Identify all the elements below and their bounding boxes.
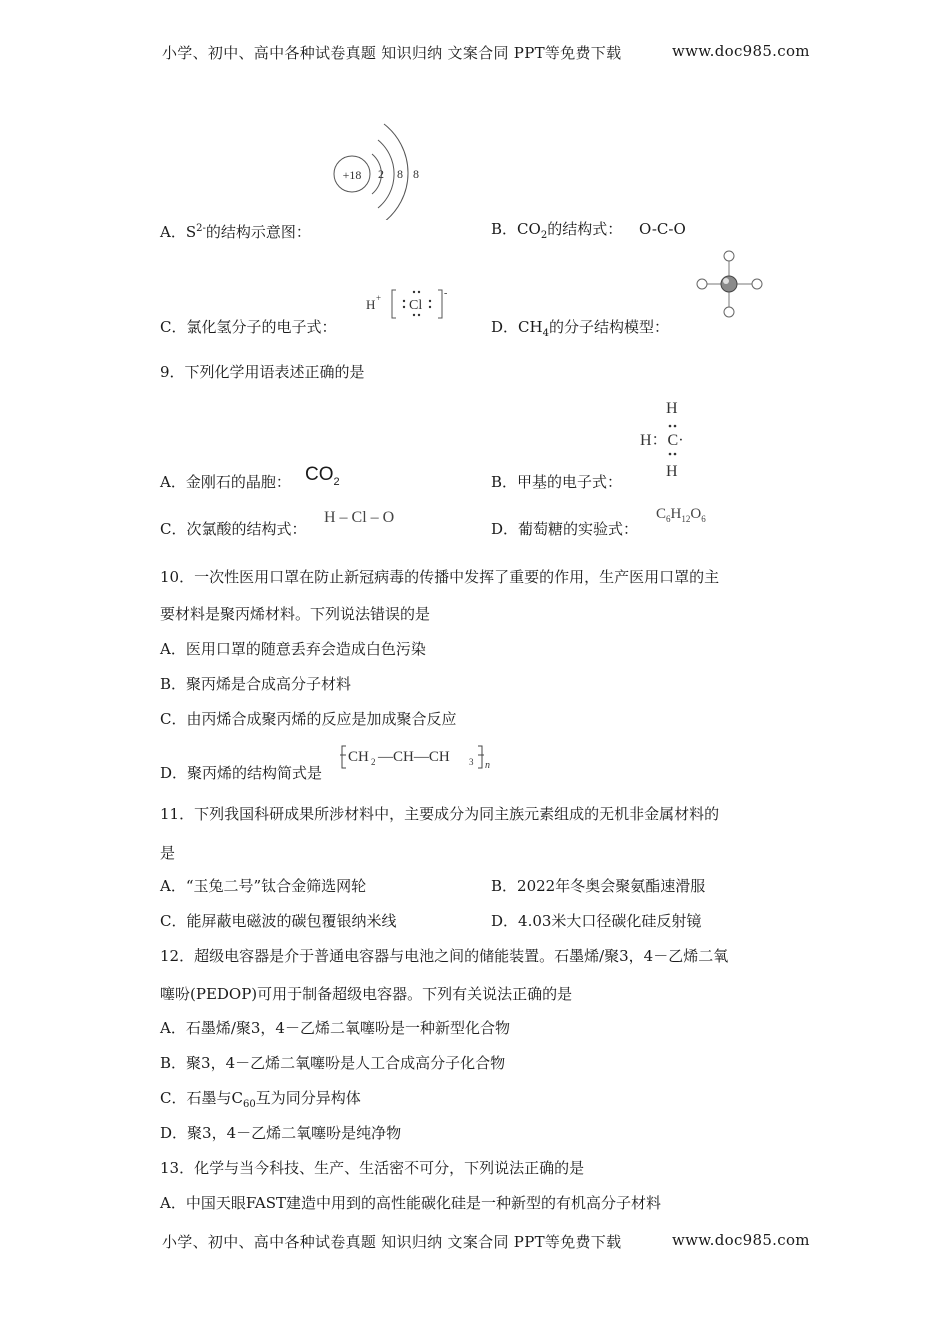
q11-option-b: B．2022年冬奥会聚氨酯速滑服 (491, 877, 706, 895)
q8-option-b: B．$CO_2$的结构式： O-C-O (491, 220, 686, 241)
glucose-empirical-formula: $C_6H_{12}O_6$ (656, 506, 706, 524)
q11-option-d: D．4.03米大口径碳化硅反射镜 (491, 912, 702, 930)
methyl-bottom-h: H (666, 463, 678, 480)
q11-option-a: A．“玉兔二号”钛合金筛选网轮 (160, 877, 367, 895)
co2-structural-formula: O-C-O (638, 220, 686, 238)
q8-option-c: C．氯化氢分子的电子式： (160, 318, 337, 336)
poly-chain: —CH—CH (378, 749, 450, 765)
nucleus-charge-label: +18 (342, 168, 362, 182)
sulfide-ion-shell-diagram (326, 110, 426, 220)
page-footer-text: 小学、初中、高中各种试卷真题 知识归纳 文案合同 PPT等免费下载 (162, 1233, 622, 1251)
methyl-electron-formula (636, 396, 692, 482)
chlorine-atom: Cl (409, 298, 423, 313)
poly-ch2-sub: 2 (371, 757, 376, 767)
q8-option-a: A．$S^{2-}$的结构示意图： (160, 223, 311, 241)
q10-stem-line1: 10．一次性医用口罩在防止新冠病毒的传播中发挥了重要的作用，生产医用口罩的主 (160, 568, 720, 586)
methyl-middle: H：C· (640, 432, 684, 449)
hcl-electron-formula (362, 282, 452, 326)
shell-1-electrons: 2 (378, 167, 384, 181)
methyl-top-h: H (666, 400, 678, 417)
q9-option-b: B．甲基的电子式： (491, 473, 623, 491)
q10-option-d: D．聚丙烯的结构简式是 (160, 764, 323, 782)
polypropylene-structure (338, 742, 498, 772)
q9-option-a-formula: $CO_2$ (305, 464, 340, 488)
q10-stem-line2: 要材料是聚丙烯材料。下列说法错误的是 (160, 605, 431, 623)
q10-option-a: A．医用口罩的随意丢弃会造成白色污染 (160, 640, 426, 658)
q12-stem-line1: 12．超级电容器是介于普通电容器与电池之间的储能装置。石墨烯/聚3，4－乙烯二氧 (160, 947, 729, 965)
page-header-url: www.doc985.com (672, 42, 810, 60)
q12-option-c: C．石墨与$C_{60}$互为同分异构体 (160, 1089, 361, 1110)
q10-option-b: B．聚丙烯是合成高分子材料 (160, 675, 352, 693)
q11-stem-line1: 11．下列我国科研成果所涉材料中，主要成分为同主族元素组成的无机非金属材料的 (160, 805, 720, 823)
q9-option-d: D．葡萄糖的实验式： (491, 520, 639, 538)
page-header-text: 小学、初中、高中各种试卷真题 知识归纳 文案合同 PPT等免费下载 (162, 44, 622, 62)
q9-option-c: C．次氯酸的结构式： (160, 520, 307, 538)
chloride-charge: - (444, 288, 448, 299)
q12-option-a: A．石墨烯/聚3，4－乙烯二氧噻吩是一种新型化合物 (160, 1019, 510, 1037)
q9-stem: 9．下列化学用语表述正确的是 (160, 363, 365, 381)
q12-stem-line2: 噻吩(PEDOP)可用于制备超级电容器。下列有关说法正确的是 (160, 985, 573, 1003)
q13-option-a: A．中国天眼FAST建造中用到的高性能碳化硅是一种新型的有机高分子材料 (160, 1194, 662, 1212)
q13-stem: 13．化学与当今科技、生产、生活密不可分，下列说法正确的是 (160, 1159, 585, 1177)
q12-option-b: B．聚3，4－乙烯二氧噻吩是人工合成高分子化合物 (160, 1054, 506, 1072)
q10-option-c: C．由丙烯合成聚丙烯的反应是加成聚合反应 (160, 710, 457, 728)
poly-n: n (485, 760, 490, 771)
shell-3-electrons: 8 (413, 167, 419, 181)
q11-stem-line2: 是 (160, 844, 176, 862)
hydrogen-ion: H (366, 297, 376, 312)
shell-2-electrons: 8 (397, 167, 403, 181)
q9-option-a: A．金刚石的晶胞： (160, 473, 291, 491)
poly-ch2: CH (348, 749, 369, 765)
q8-option-d: D．$CH_4$的分子结构模型： (491, 318, 669, 339)
poly-ch3-sub: 3 (469, 757, 474, 767)
methane-ball-stick-model (694, 248, 766, 320)
q11-option-c: C．能屏蔽电磁波的碳包覆银纳米线 (160, 912, 397, 930)
q12-option-d: D．聚3，4－乙烯二氧噻吩是纯净物 (160, 1124, 402, 1142)
page-footer-url: www.doc985.com (672, 1231, 810, 1249)
hydrogen-ion-charge: + (376, 293, 382, 303)
hypochlorous-formula: H – Cl – O (324, 509, 395, 526)
